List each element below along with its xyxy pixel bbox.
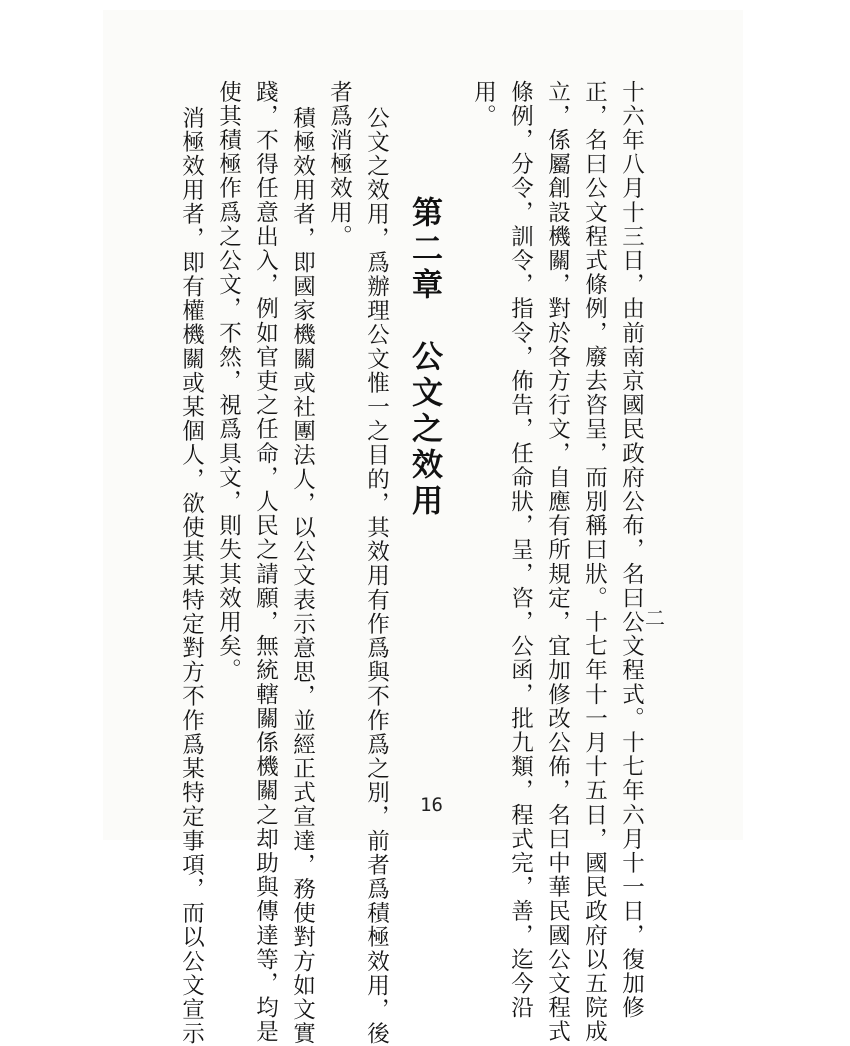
page-number: 16 <box>420 794 443 816</box>
text-column-6: 公文之效用，爲辦理公文惟一之目的，其效用有作爲與不作爲之別，前者爲積極效用，後 <box>363 106 390 1046</box>
text-column-8: 積極效用者，即國家機關或社團法人，以公文表示意思，並經正式宣達，務使對方如文實 <box>289 106 316 1046</box>
text-column-2: 正，名曰公文程式條例，廢去咨呈，而別稱曰狀。十七年十一月十五日，國民政府以五院成 <box>581 80 608 1044</box>
side-marker: 二 <box>645 606 665 630</box>
text-column-11: 消極效用者，即有權機關或某個人，欲使其某特定對方不作爲某特定事項，而以公文宣示 <box>178 106 205 1046</box>
text-column-4: 條例，分令，訓令，指令，佈告，任命狀，呈，咨，公函，批九類，程式完，善，迄今沿 <box>507 80 534 1020</box>
text-column-10: 使其積極作爲之公文，不然，視爲具文，則失其效用矣。 <box>215 80 242 683</box>
text-column-9: 踐，不得任意出入，例如官吏之任命，人民之請願，無統轄關係機關之却助與傳達等，均是 <box>252 80 279 1044</box>
text-column-5: 用。 <box>470 80 497 129</box>
text-column-3: 立，係屬創設機關，對於各方行文，自應有所規定，宜加修改公佈，名曰中華民國公文程式 <box>544 80 571 1044</box>
text-column-7: 者爲消極效用。 <box>326 80 353 249</box>
text-column-1: 十六年八月十三日，由前南京國民政府公布，名曰公文程式。十七年六月十一日，復加修 <box>618 80 645 1020</box>
chapter-heading: 第二章 公文之效用 <box>406 196 442 520</box>
